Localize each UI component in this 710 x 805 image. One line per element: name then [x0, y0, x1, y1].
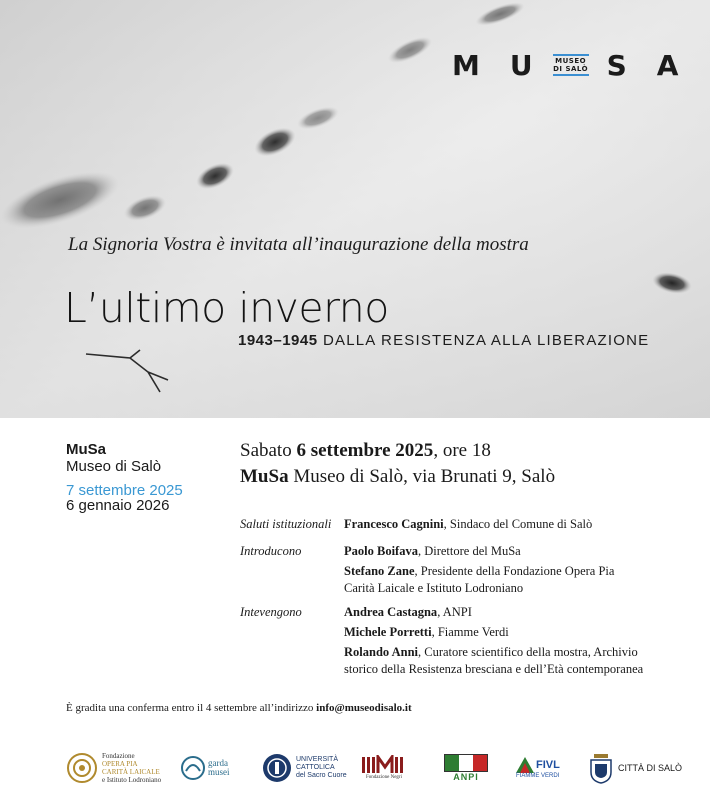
event-datetime [240, 440, 491, 462]
speaker-role: , Fiamme Verdi [431, 625, 509, 639]
speaker-role: , Presidente della Fondazione Opera Pia Carità Laicale e Istituto Lodroniano [344, 564, 615, 595]
salo-coat-of-arms-icon [588, 752, 614, 784]
logo-museo-line2: DI SALÒ [553, 65, 589, 73]
negri-mark-icon [362, 755, 406, 775]
rsvp-text: È gradita una conferma entro il 4 settembre all’indirizzo [66, 702, 317, 714]
program-label: Introducono [240, 544, 302, 558]
garda-musei-icon [180, 755, 206, 781]
fivl-text: FIVL [536, 758, 560, 771]
logo-letter-a: A [656, 48, 679, 82]
speaker-role: , ANPI [437, 605, 472, 619]
venue-short-name: MuSa [66, 441, 107, 458]
exhibition-title: L’ultimo inverno [64, 284, 389, 332]
exhibition-start-date: 7 settembre 2025 [66, 482, 183, 499]
fondazione-text-1: Fondazione [102, 751, 135, 760]
negri-text: Fondazione Negri [366, 774, 402, 780]
event-place [240, 466, 555, 488]
venue-long-name: Museo di Salò [66, 458, 162, 475]
event-date: 6 settembre 2025 [296, 440, 434, 461]
garda-text-2: musei [208, 766, 230, 777]
speaker-name: Michele Porretti [344, 625, 432, 639]
fivl-flag-icon [516, 757, 534, 773]
program-entry [344, 624, 674, 641]
logo-museo-line1: MUSEO [555, 57, 587, 65]
cattolica-seal-icon [262, 753, 292, 783]
anpi-text: ANPI [453, 771, 479, 782]
event-day: Sabato [240, 440, 292, 461]
speaker-name: Rolando Anni [344, 645, 418, 659]
garda-text-1: garda [208, 757, 228, 768]
garda-musei-logo [180, 745, 230, 790]
program-entry [344, 516, 674, 533]
event-time: , ore 18 [433, 440, 491, 461]
fondazione-text-2: OPERA PIA [102, 759, 138, 768]
fondazione-text-3: CARITÀ LAICALE [102, 767, 160, 776]
invitation-line: La Signoria Vostra è invitata all’inaugurazione della mostra [68, 234, 529, 255]
speaker-name: Francesco Cagnini [344, 517, 444, 531]
logo-letter-m: M [452, 48, 480, 82]
rsvp-note [66, 702, 412, 714]
event-place-address: Museo di Salò, via Brunati 9, Salò [293, 466, 556, 487]
program-entry [344, 543, 674, 560]
cattolica-text-2: CATTOLICA [296, 763, 335, 771]
exhibition-end-date: 6 gennaio 2026 [66, 497, 170, 514]
program-entry [344, 604, 674, 621]
speaker-role: , Curatore scientifico della mostra, Archivio storico della Resistenza bresciana e dell’Età contemporanea [344, 645, 644, 676]
program-label: Saluti istituzionali [240, 517, 332, 531]
cattolica-text-3: del Sacro Cuore [296, 771, 347, 779]
speaker-role: , Sindaco del Comune di Salò [443, 517, 593, 531]
program-entry [344, 563, 644, 597]
universita-cattolica-logo [262, 745, 347, 790]
exhibition-subtitle [238, 332, 649, 349]
logo-letter-u: U [509, 48, 533, 82]
rsvp-email-link[interactable]: info@museodisalo.it [316, 702, 412, 714]
fondazione-emblem-icon [66, 752, 98, 784]
speaker-name: Paolo Boifava [344, 544, 418, 558]
fondazione-opera-pia-logo [66, 745, 161, 790]
exhibition-years: 1943–1945 [238, 332, 318, 349]
logo-letter-s: S [606, 48, 627, 82]
citta-di-salo-logo [588, 745, 682, 790]
speaker-name: Stefano Zane [344, 564, 415, 578]
event-place-name: MuSa [240, 466, 289, 487]
cattolica-text-1: UNIVERSITÀ [296, 755, 339, 763]
exhibition-subtitle-text: DALLA RESISTENZA ALLA LIBERAZIONE [322, 332, 650, 349]
fiamme-verdi-text: FIAMME VERDI [516, 772, 560, 779]
fondazione-text-4: e Istituto Lodroniano [102, 775, 162, 784]
partner-logos [0, 745, 710, 790]
speaker-name: Andrea Castagna [344, 605, 438, 619]
speaker-role: , Direttore del MuSa [417, 544, 521, 558]
musa-logo [452, 50, 678, 80]
anpi-logo [444, 745, 488, 790]
salo-text: CITTÀ DI SALÒ [618, 762, 683, 773]
program-entry [344, 644, 664, 678]
program-label: Intevengono [240, 605, 302, 619]
logo-museo-mark [553, 53, 589, 77]
fivl-fiamme-verdi-logo [516, 745, 560, 790]
fondazione-negri-logo [362, 745, 406, 790]
